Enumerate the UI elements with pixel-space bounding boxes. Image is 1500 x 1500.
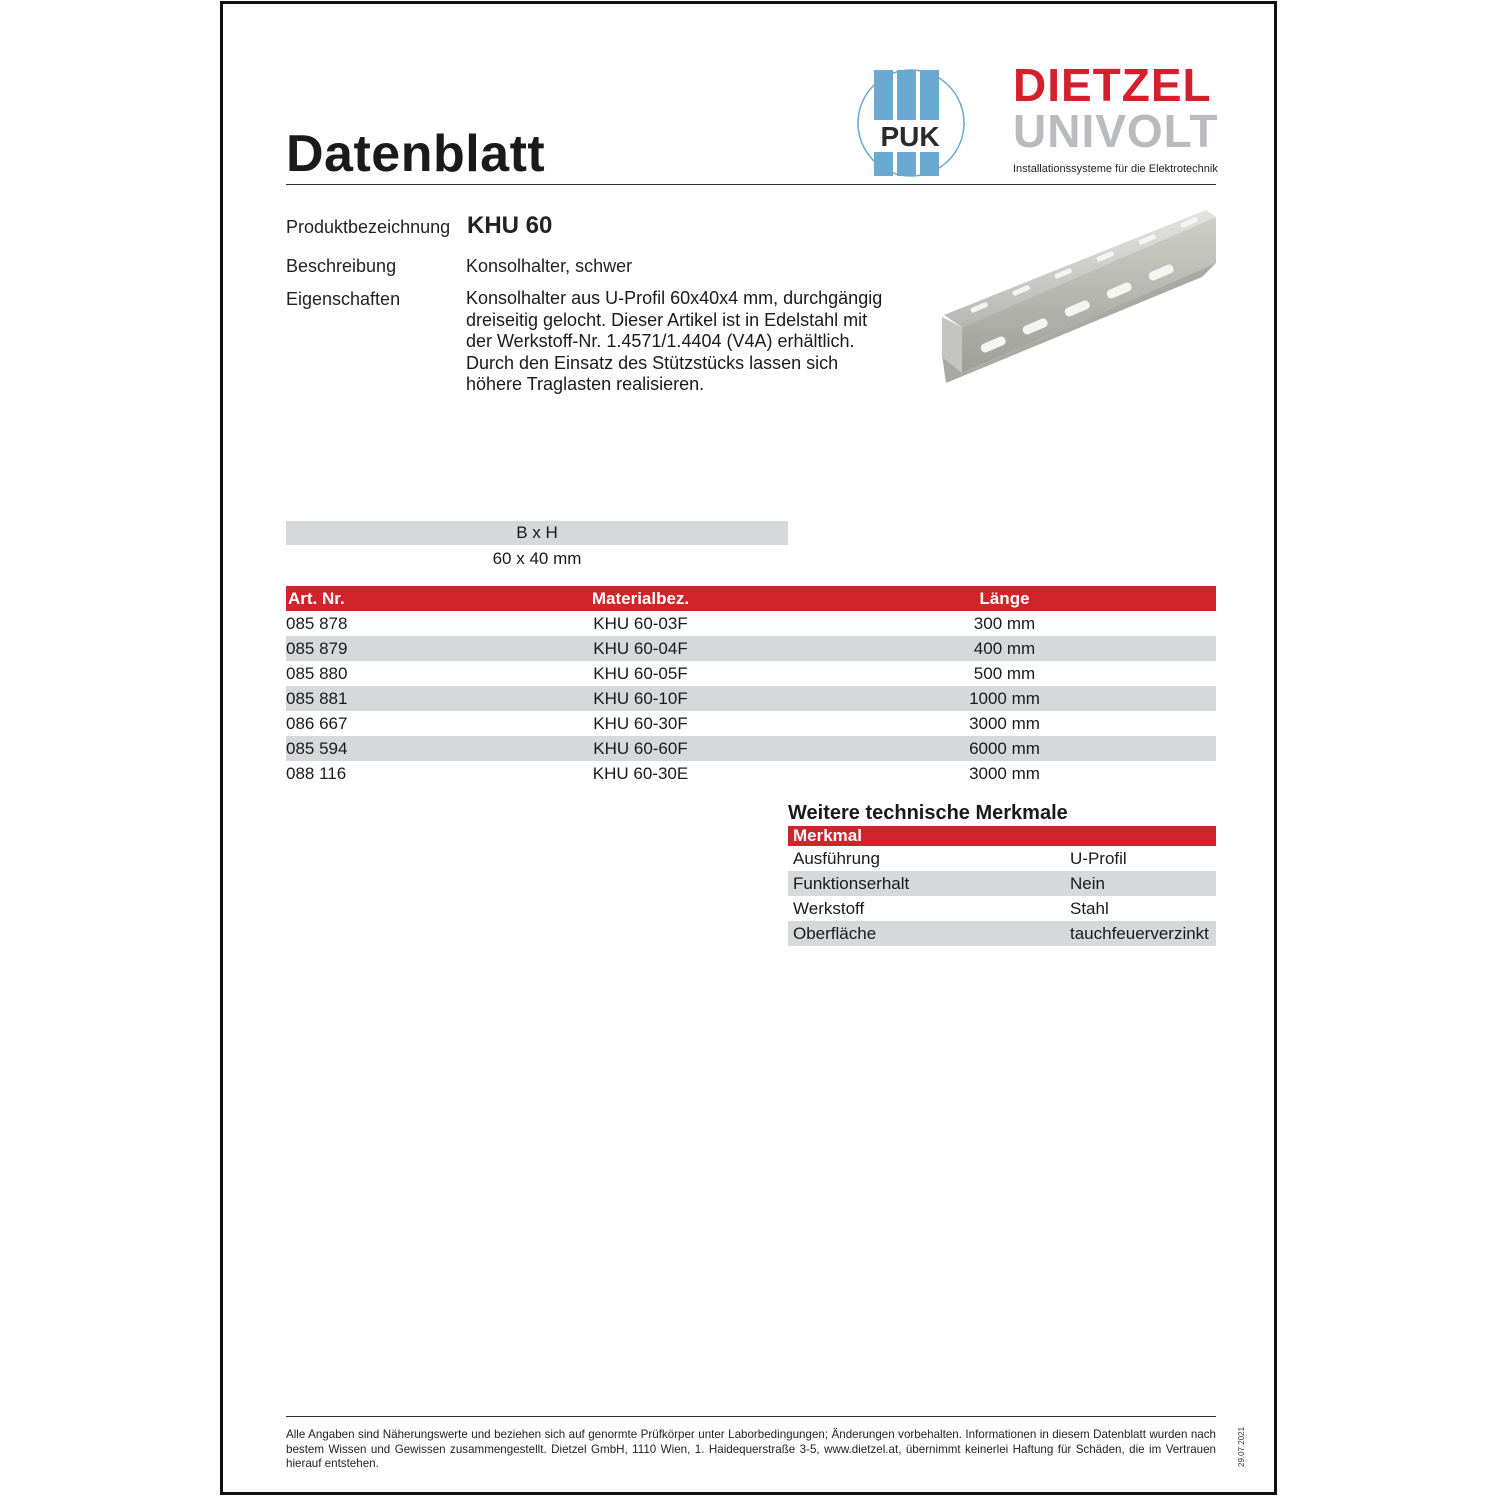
footer-divider xyxy=(286,1416,1216,1417)
art-nr-cell: 085 878 xyxy=(286,613,348,633)
features-title: Weitere technische Merkmale xyxy=(788,802,1068,824)
material-cell: KHU 60-03F xyxy=(593,613,688,633)
table-row xyxy=(788,921,1216,946)
feature-value: U-Profil xyxy=(1070,848,1127,868)
properties-label: Eigenschaften xyxy=(286,289,401,309)
art-nr-cell: 088 116 xyxy=(286,763,347,783)
material-cell: KHU 60-60F xyxy=(488,736,793,761)
col-header-length: Länge xyxy=(793,586,1216,611)
table-row xyxy=(286,736,1216,761)
footer-disclaimer: Alle Angaben sind Näherungswerte und beziehen sich auf genormte Prüfkörper unter Laborbedingungen; Änderungen vorbehalten. Informationen in diesem Datenblatt wurden nach bestem Wissen und Gewissen zusammengestellt. Dietzel GmbH, 1110 Wien, 1. Haidequerstraße 3-5, www.dietzel.at, übernimmt keinerlei Haftung für Schäden, die im Vertrauen hierauf entstehen. xyxy=(286,1428,1216,1470)
table-row xyxy=(788,846,1216,871)
table-row xyxy=(788,871,1216,896)
table-row xyxy=(286,611,1216,636)
length-cell: 300 mm xyxy=(973,613,1036,633)
material-cell: KHU 60-30E xyxy=(592,763,689,783)
brand-logo-line2: UNIVOLT xyxy=(1013,105,1219,157)
art-nr-cell: 085 881 xyxy=(286,686,488,711)
material-cell: KHU 60-10F xyxy=(488,686,793,711)
feature-value: tauchfeuerverzinkt xyxy=(1070,921,1216,946)
table-row xyxy=(286,686,1216,711)
article-table-header xyxy=(286,586,1216,611)
length-cell: 400 mm xyxy=(793,636,1216,661)
dimension-value: 60 x 40 mm xyxy=(492,549,582,568)
page-title: Datenblatt xyxy=(286,125,546,183)
puk-logo xyxy=(856,68,966,178)
material-cell: KHU 60-04F xyxy=(488,636,793,661)
document-date: 29.07.2021 xyxy=(1237,1426,1246,1467)
table-row xyxy=(286,661,1216,686)
art-nr-cell: 085 880 xyxy=(286,663,348,683)
table-row xyxy=(788,896,1216,921)
length-cell: 3000 mm xyxy=(969,763,1040,783)
col-header-material: Materialbez. xyxy=(488,586,793,611)
product-image xyxy=(940,205,1220,390)
feature-key: Funktionserhalt xyxy=(788,871,1070,896)
description-label: Beschreibung xyxy=(286,256,397,276)
art-nr-cell: 085 879 xyxy=(286,636,488,661)
table-row xyxy=(286,711,1216,736)
header-divider xyxy=(286,184,1216,185)
table-row xyxy=(286,761,1216,786)
puk-logo-text: PUK xyxy=(880,121,940,152)
feature-value: Stahl xyxy=(1070,898,1109,918)
feature-key: Oberfläche xyxy=(788,921,1070,946)
article-table xyxy=(286,586,1216,786)
dimension-header: B x H xyxy=(286,521,788,545)
features-table xyxy=(788,826,1216,946)
feature-key: Ausführung xyxy=(793,848,880,868)
features-header: Merkmal xyxy=(788,826,1216,846)
length-cell: 500 mm xyxy=(973,663,1036,683)
feature-value: Nein xyxy=(1070,871,1216,896)
product-name: KHU 60 xyxy=(467,212,553,239)
material-cell: KHU 60-30F xyxy=(593,713,688,733)
material-cell: KHU 60-05F xyxy=(593,663,688,683)
description-value: Konsolhalter, schwer xyxy=(466,256,633,276)
art-nr-cell: 086 667 xyxy=(286,713,348,733)
feature-key: Werkstoff xyxy=(793,898,865,918)
art-nr-cell: 085 594 xyxy=(286,736,488,761)
length-cell: 3000 mm xyxy=(969,713,1040,733)
properties-value: Konsolhalter aus U-Profil 60x40x4 mm, durchgängig dreiseitig gelocht. Dieser Artikel ist in Edelstahl mit der Werkstoff-Nr. 1.4571/1.4404 (V4A) erhältlich. Durch den Einsatz des Stützstücks lassen sich höhere Traglasten realisieren. xyxy=(466,288,883,394)
brand-logo-line1: DIETZEL xyxy=(1013,59,1212,111)
product-name-label: Produktbezeichnung xyxy=(286,217,451,237)
brand-tagline: Installationssysteme für die Elektrotechnik xyxy=(1013,163,1218,175)
length-cell: 6000 mm xyxy=(793,736,1216,761)
table-row xyxy=(286,636,1216,661)
col-header-art-nr: Art. Nr. xyxy=(286,586,488,611)
length-cell: 1000 mm xyxy=(793,686,1216,711)
features-table-header xyxy=(788,826,1216,846)
